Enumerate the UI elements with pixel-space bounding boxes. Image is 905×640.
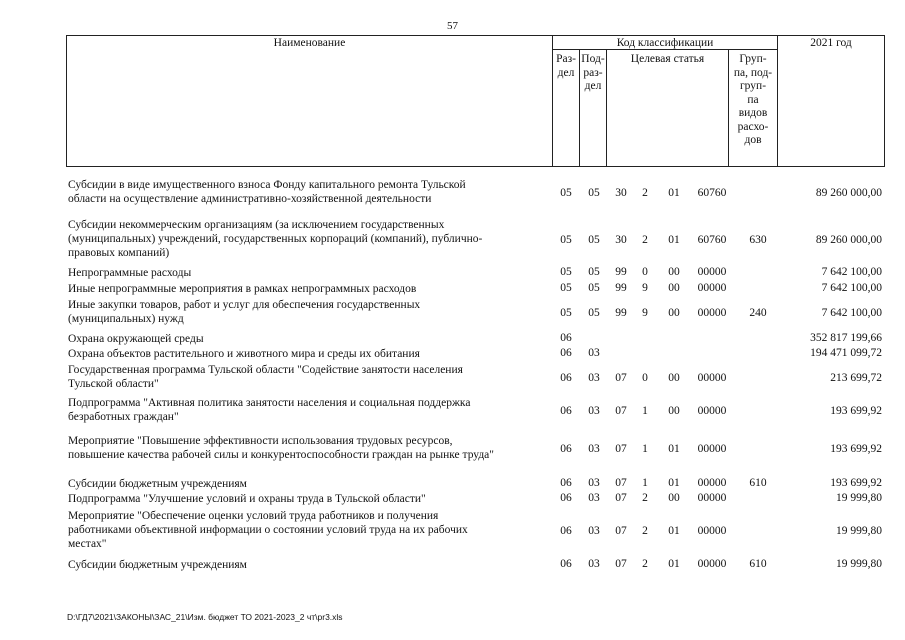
row-code-rz: 05 bbox=[560, 234, 572, 246]
row-code-t1: 07 bbox=[615, 477, 627, 489]
row-name: Субсидии в виде имущественного взноса Фонду капитального ремонта Тульской области на осуществление административно-хозяйственной деятельности bbox=[68, 179, 466, 205]
table-row bbox=[0, 477, 905, 491]
row-code-t2: 0 bbox=[642, 266, 648, 278]
row-code-t3: 00 bbox=[668, 282, 680, 294]
table-row bbox=[0, 363, 905, 391]
row-name: Иные закупки товаров, работ и услуг для обеспечения государственных (муниципальных) нужд bbox=[68, 299, 421, 325]
row-code-vr: 610 bbox=[749, 558, 767, 570]
row-code-t2: 2 bbox=[642, 234, 648, 246]
row-code-pr: 03 bbox=[588, 492, 600, 504]
row-name: Субсидии бюджетным учреждениям bbox=[68, 478, 247, 490]
row-code-t2: 1 bbox=[642, 477, 648, 489]
row-code-rz: 06 bbox=[560, 372, 572, 384]
row-amount: 89 260 000,00 bbox=[815, 234, 882, 246]
row-code-t3: 01 bbox=[668, 477, 680, 489]
row-code-pr: 05 bbox=[588, 266, 600, 278]
row-code-t4: 00000 bbox=[697, 372, 727, 384]
table-row bbox=[0, 558, 905, 572]
row-code-t2: 2 bbox=[642, 525, 648, 537]
row-code-t4: 00000 bbox=[697, 405, 727, 417]
row-name: Подпрограмма "Активная политика занятости населения и социальная поддержка безработных граждан" bbox=[68, 397, 471, 423]
row-code-t1: 07 bbox=[615, 558, 627, 570]
row-code-t3: 01 bbox=[668, 234, 680, 246]
row-code-pr: 03 bbox=[588, 372, 600, 384]
row-code-rz: 06 bbox=[560, 525, 572, 537]
row-code-t3: 01 bbox=[668, 525, 680, 537]
row-code-t3: 00 bbox=[668, 307, 680, 319]
row-code-t2: 9 bbox=[642, 307, 648, 319]
row-name: Субсидии некоммерческим организациям (за исключением государственных (муниципальных) учреждений, государственных корпораций (компаний), публично- правовых компаний) bbox=[68, 219, 483, 259]
row-code-rz: 06 bbox=[560, 558, 572, 570]
row-code-t4: 00000 bbox=[697, 443, 727, 455]
row-code-t1: 99 bbox=[615, 266, 627, 278]
table-row bbox=[0, 396, 905, 424]
row-code-t4: 00000 bbox=[697, 558, 727, 570]
row-code-rz: 06 bbox=[560, 332, 572, 344]
row-amount: 7 642 100,00 bbox=[821, 307, 882, 319]
row-code-t4: 00000 bbox=[697, 307, 727, 319]
row-code-pr: 03 bbox=[588, 347, 600, 359]
row-name: Иные непрограммные мероприятия в рамках непрограммных расходов bbox=[68, 283, 417, 295]
header-top-border bbox=[66, 35, 885, 36]
header-year: 2021 год bbox=[810, 37, 852, 49]
row-code-t4: 00000 bbox=[697, 492, 727, 504]
row-code-t4: 00000 bbox=[697, 282, 727, 294]
row-code-pr: 03 bbox=[588, 477, 600, 489]
table-row bbox=[0, 347, 905, 361]
row-code-rz: 06 bbox=[560, 492, 572, 504]
row-name: Государственная программа Тульской области "Содействие занятости населения Тульской области" bbox=[68, 364, 463, 390]
row-code-pr: 05 bbox=[588, 307, 600, 319]
row-amount: 19 999,80 bbox=[836, 492, 882, 504]
file-path-footer: D:\ГД7\2021\ЗАКОНЫ\ЗАС_21\Изм. бюджет ТО 2021-2023_2 чт\pr3.xls bbox=[67, 612, 343, 622]
row-code-t2: 0 bbox=[642, 372, 648, 384]
table-row bbox=[0, 298, 905, 326]
header-divider-year bbox=[777, 35, 778, 167]
row-code-vr: 630 bbox=[749, 234, 767, 246]
row-amount: 193 699,92 bbox=[830, 405, 882, 417]
row-code-pr: 05 bbox=[588, 234, 600, 246]
row-amount: 193 699,92 bbox=[830, 443, 882, 455]
row-code-t1: 99 bbox=[615, 282, 627, 294]
row-amount: 352 817 199,66 bbox=[810, 332, 882, 344]
header-left-border bbox=[66, 35, 67, 167]
row-code-t4: 00000 bbox=[697, 266, 727, 278]
row-amount: 194 471 099,72 bbox=[810, 347, 882, 359]
table-row bbox=[0, 218, 905, 260]
row-code-vr: 240 bbox=[749, 307, 767, 319]
row-amount: 7 642 100,00 bbox=[821, 282, 882, 294]
row-code-pr: 05 bbox=[588, 187, 600, 199]
row-code-t1: 30 bbox=[615, 234, 627, 246]
row-code-t3: 00 bbox=[668, 266, 680, 278]
row-name: Охрана объектов растительного и животного мира и среды их обитания bbox=[68, 348, 420, 360]
row-code-t2: 1 bbox=[642, 443, 648, 455]
row-code-pr: 05 bbox=[588, 282, 600, 294]
row-code-pr: 03 bbox=[588, 443, 600, 455]
row-code-t1: 07 bbox=[615, 525, 627, 537]
row-code-t3: 01 bbox=[668, 187, 680, 199]
row-code-rz: 05 bbox=[560, 282, 572, 294]
row-code-t1: 07 bbox=[615, 492, 627, 504]
row-amount: 193 699,92 bbox=[830, 477, 882, 489]
row-name: Мероприятие "Повышение эффективности использования трудовых ресурсов, повышение качества рабочей силы и конкурентоспособности граждан на рынке труда" bbox=[68, 435, 494, 461]
row-code-t2: 1 bbox=[642, 405, 648, 417]
row-code-rz: 05 bbox=[560, 307, 572, 319]
row-code-t2: 2 bbox=[642, 187, 648, 199]
row-amount: 19 999,80 bbox=[836, 525, 882, 537]
row-name: Субсидии бюджетным учреждениям bbox=[68, 559, 247, 571]
header-right-border bbox=[884, 35, 885, 167]
header-target: Целевая статья bbox=[630, 53, 705, 65]
row-code-t4: 60760 bbox=[697, 234, 727, 246]
table-row bbox=[0, 332, 905, 346]
row-code-t1: 07 bbox=[615, 405, 627, 417]
row-code-t1: 07 bbox=[615, 443, 627, 455]
row-code-pr: 03 bbox=[588, 558, 600, 570]
row-code-t3: 00 bbox=[668, 372, 680, 384]
row-amount: 213 699,72 bbox=[830, 372, 882, 384]
header-group: Груп- па, под- груп- па видов расхо- дов bbox=[733, 53, 773, 146]
row-code-t1: 30 bbox=[615, 187, 627, 199]
row-code-t2: 2 bbox=[642, 558, 648, 570]
row-code-pr: 03 bbox=[588, 525, 600, 537]
table-row bbox=[0, 282, 905, 296]
row-name: Мероприятие "Обеспечение оценки условий труда работников и получения работниками объективной информации о состоянии условий труда на их рабочих местах" bbox=[68, 510, 468, 550]
row-code-rz: 06 bbox=[560, 347, 572, 359]
row-code-vr: 610 bbox=[749, 477, 767, 489]
header-name: Наименование bbox=[273, 37, 346, 49]
row-name: Охрана окружающей среды bbox=[68, 333, 204, 345]
table-row bbox=[0, 509, 905, 551]
row-amount: 89 260 000,00 bbox=[815, 187, 882, 199]
row-amount: 7 642 100,00 bbox=[821, 266, 882, 278]
row-code-pr: 03 bbox=[588, 405, 600, 417]
row-code-t3: 00 bbox=[668, 405, 680, 417]
header-razdel: Раз- дел bbox=[556, 53, 576, 79]
page-number: 57 bbox=[447, 20, 458, 32]
table-row bbox=[0, 178, 905, 206]
table-row bbox=[0, 434, 905, 462]
row-code-rz: 06 bbox=[560, 443, 572, 455]
table-row bbox=[0, 266, 905, 280]
row-code-rz: 05 bbox=[560, 266, 572, 278]
row-code-t2: 9 bbox=[642, 282, 648, 294]
row-code-t4: 60760 bbox=[697, 187, 727, 199]
row-code-t3: 01 bbox=[668, 443, 680, 455]
row-code-t4: 00000 bbox=[697, 525, 727, 537]
row-code-t4: 00000 bbox=[697, 477, 727, 489]
header-podrazdel: Под- раз- дел bbox=[581, 53, 605, 92]
header-bottom-border bbox=[66, 166, 885, 167]
row-name: Подпрограмма "Улучшение условий и охраны труда в Тульской области" bbox=[68, 493, 426, 505]
table-row bbox=[0, 492, 905, 506]
row-code-rz: 06 bbox=[560, 477, 572, 489]
row-code-t1: 99 bbox=[615, 307, 627, 319]
row-code-rz: 05 bbox=[560, 187, 572, 199]
row-code-rz: 06 bbox=[560, 405, 572, 417]
row-code-t1: 07 bbox=[615, 372, 627, 384]
header-code: Код классификации bbox=[616, 37, 714, 49]
row-code-t3: 00 bbox=[668, 492, 680, 504]
row-name: Непрограммные расходы bbox=[68, 267, 192, 279]
row-code-t3: 01 bbox=[668, 558, 680, 570]
row-code-t2: 2 bbox=[642, 492, 648, 504]
row-amount: 19 999,80 bbox=[836, 558, 882, 570]
